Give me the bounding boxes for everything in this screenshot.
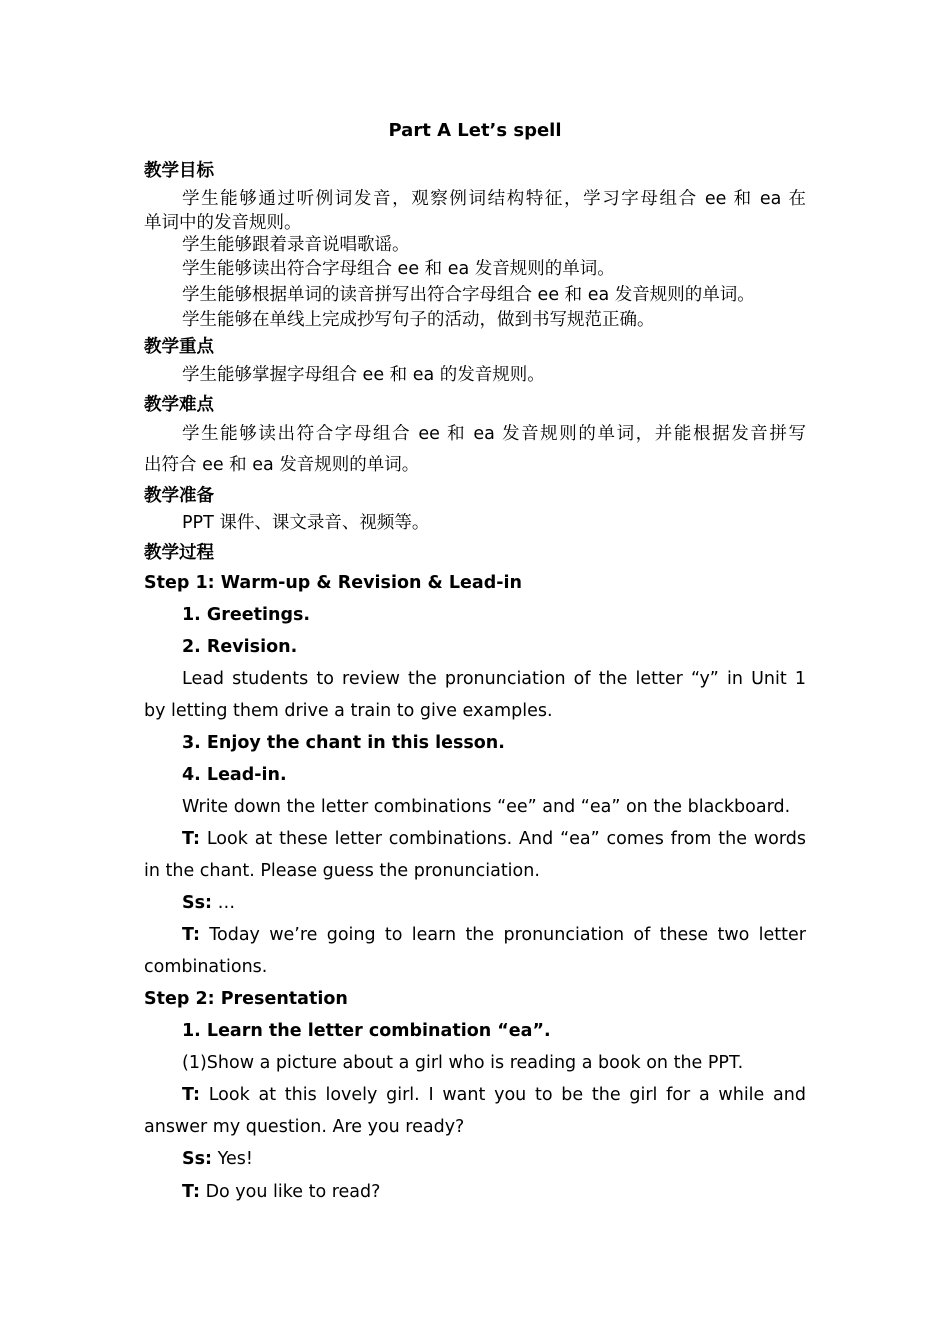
speech: Do you like to read? xyxy=(205,1182,381,1202)
dialogue-line xyxy=(182,892,806,914)
paragraph: 学生能够掌握字母组合 ee 和 ea 的发音规则。 xyxy=(182,365,545,385)
speaker: T: xyxy=(182,1085,200,1105)
paragraph: 学生能够跟着录音说唱歌谣。 xyxy=(182,235,410,255)
step-heading: Step 2: Presentation xyxy=(144,989,348,1009)
paragraph: 出符合 ee 和 ea 发音规则的单词。 xyxy=(144,455,420,475)
step-heading: Step 1: Warm-up & Revision & Lead-in xyxy=(144,573,522,593)
paragraph: in the chant. Please guess the pronunciation. xyxy=(144,861,540,881)
paragraph: (1)Show a picture about a girl who is reading a book on the PPT. xyxy=(182,1053,744,1073)
paragraph: 单词中的发音规则。 xyxy=(144,213,302,233)
heading-key-points: 教学重点 xyxy=(144,337,214,357)
dialogue-line xyxy=(182,1084,806,1106)
dialogue-line xyxy=(182,1181,806,1203)
dialogue-line xyxy=(182,1148,806,1170)
heading-difficulties: 教学难点 xyxy=(144,395,214,415)
paragraph: Write down the letter combinations “ee” and “ea” on the blackboard. xyxy=(182,797,791,817)
speaker: Ss: xyxy=(182,893,213,913)
sub-heading: 2. Revision. xyxy=(182,637,298,657)
paragraph: Lead students to review the pronunciation of the letter “y” in Unit 1 xyxy=(182,669,806,689)
heading-objectives: 教学目标 xyxy=(144,161,214,181)
paragraph: by letting them drive a train to give examples. xyxy=(144,701,553,721)
sub-heading: 4. Lead-in. xyxy=(182,765,287,785)
sub-heading: 1. Learn the letter combination “ea”. xyxy=(182,1021,551,1041)
speaker: Ss: xyxy=(182,1149,213,1169)
paragraph: combinations. xyxy=(144,957,268,977)
paragraph: 学生能够通过听例词发音，观察例词结构特征，学习字母组合 ee 和 ea 在 xyxy=(182,189,806,209)
speaker: T: xyxy=(182,829,200,849)
speech: … xyxy=(217,893,236,913)
speech: Look at this lovely girl. I want you to be the girl for a while and xyxy=(208,1085,806,1105)
speech: Look at these letter combinations. And “ea” comes from the words xyxy=(206,829,806,849)
page-title: Part A Let’s spell xyxy=(388,120,562,141)
speaker: T: xyxy=(182,1182,200,1202)
paragraph: 学生能够读出符合字母组合 ee 和 ea 发音规则的单词，并能根据发音拼写 xyxy=(182,424,806,444)
paragraph: 学生能够根据单词的读音拼写出符合字母组合 ee 和 ea 发音规则的单词。 xyxy=(182,285,755,305)
heading-process: 教学过程 xyxy=(144,543,214,563)
heading-preparation: 教学准备 xyxy=(144,486,214,506)
paragraph: answer my question. Are you ready? xyxy=(144,1117,465,1137)
sub-heading: 3. Enjoy the chant in this lesson. xyxy=(182,733,505,753)
paragraph: PPT 课件、课文录音、视频等。 xyxy=(182,513,430,533)
paragraph: 学生能够在单线上完成抄写句子的活动，做到书写规范正确。 xyxy=(182,310,655,330)
speech: Yes! xyxy=(217,1149,253,1169)
speaker: T: xyxy=(182,925,200,945)
dialogue-line xyxy=(182,828,806,850)
paragraph: 学生能够读出符合字母组合 ee 和 ea 发音规则的单词。 xyxy=(182,259,615,279)
sub-heading: 1. Greetings. xyxy=(182,605,311,625)
dialogue-line xyxy=(182,924,806,946)
speech: Today we’re going to learn the pronunciation of these two letter xyxy=(209,925,806,945)
